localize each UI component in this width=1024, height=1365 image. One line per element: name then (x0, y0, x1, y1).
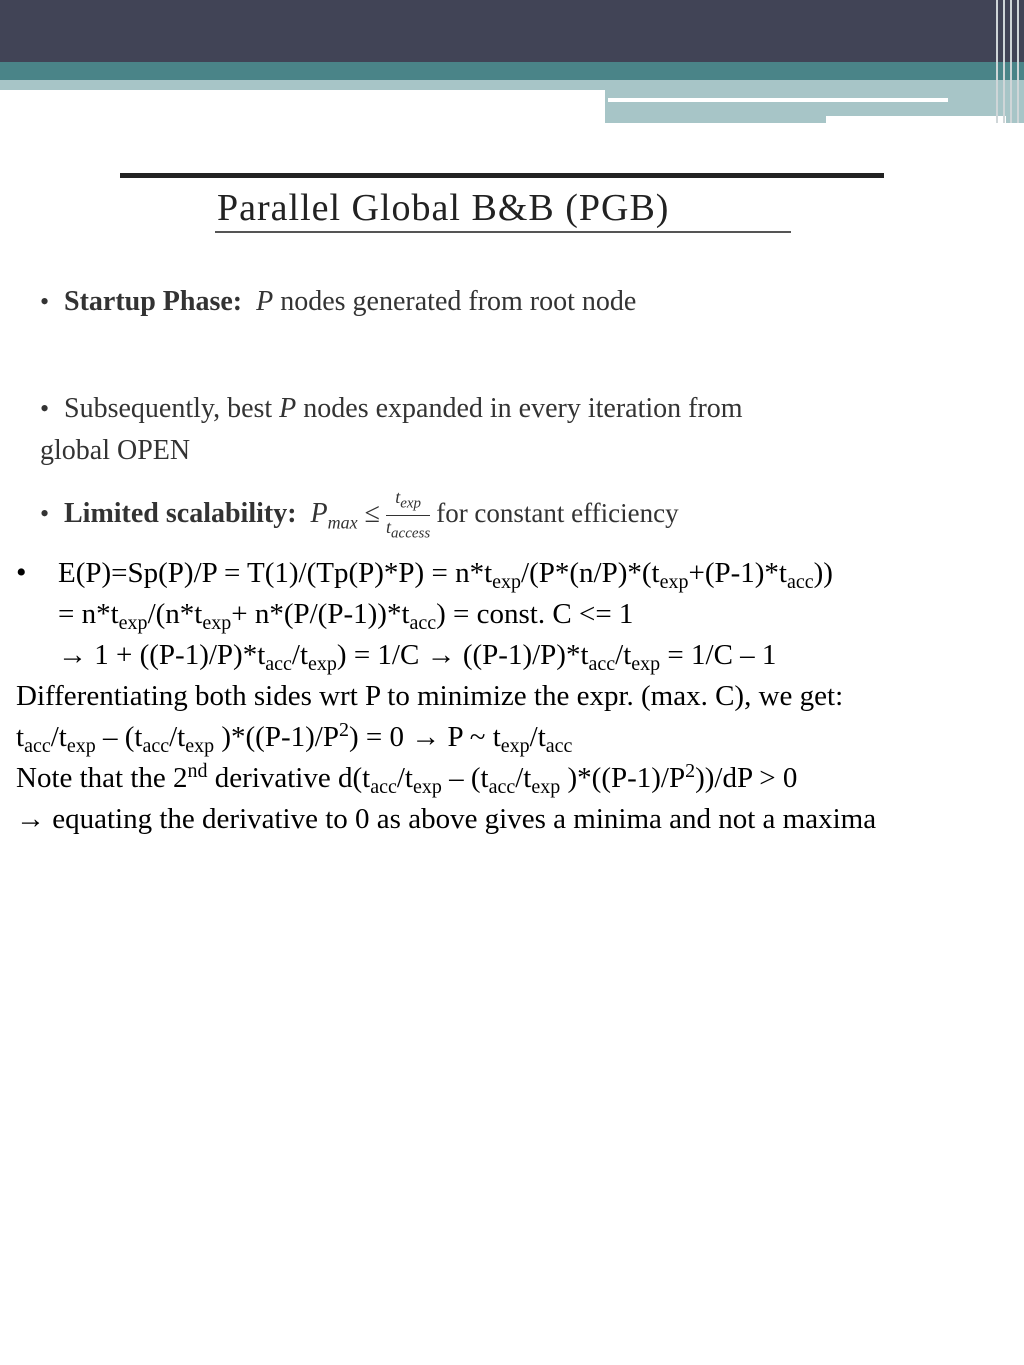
bullet-limited-scalability (40, 486, 900, 550)
eq-line-2: = $n*t_{exp}/(n*t_{exp}+ n*(P/(P-1))*t_{acc})$ = const. C <= 1 (58, 598, 634, 634)
header-vertical-line (1003, 0, 1005, 123)
bullet-dot-icon: • (40, 394, 50, 423)
header-dark-band (0, 0, 1024, 62)
math-var: P (279, 393, 297, 424)
bullet-text: for constant efficiency (436, 498, 679, 528)
eq-line-6: Note that the 2nd derivative $d(t_{acc}/t_{exp} - (t_{acc}/t_{exp}$ )$*((P-1)/P^2))/dP > 0$ (16, 760, 798, 798)
derivation-block (16, 552, 1024, 840)
bullet-label: Limited scalability: (64, 498, 297, 529)
arrow-right-icon: → (411, 721, 441, 753)
bullet-text: nodes expanded in every iteration from global OPEN (40, 393, 743, 466)
header-vertical-line (1017, 0, 1019, 123)
bullet-startup-phase (40, 280, 800, 324)
header-vertical-line (996, 0, 998, 123)
arrow-right-icon: → (16, 803, 45, 835)
eq-line-3: → $1 + ((P-1)/P)*t_{acc}/t_{exp}) = 1/C \to ((P-1)/P)*t_{acc}/t_{exp} = 1/C - 1$ (58, 639, 777, 675)
bullet-label: Startup Phase: (64, 286, 243, 317)
arrow-right-icon: → (426, 639, 456, 671)
math-var: P (310, 498, 328, 529)
header-light-band (0, 80, 605, 90)
math-sub: max (327, 512, 358, 533)
title-top-rule (120, 173, 884, 178)
arrow-right-icon: → (58, 639, 87, 671)
fraction-numerator: $t_{exp}$ (386, 486, 430, 516)
math-fraction (386, 486, 430, 544)
bullet-text: nodes generated from root node (280, 286, 637, 317)
bullet-dot-icon: • (40, 499, 50, 528)
slide-title: Parallel Global B&B (PGB) (217, 187, 670, 229)
eq-line-5: $t_{acc}/t_{exp} - (t_{acc}/t_{exp}$ )$*((P-1)/P^2) = 0 \to P$ ~ $t_{exp}/t_{acc}$ (16, 719, 573, 757)
header-teal-band (0, 62, 1024, 80)
header-white-gap (826, 116, 1006, 123)
math-var: P (256, 286, 274, 317)
bullet-subsequently (40, 388, 800, 472)
eq-line-7: → equating the derivative to 0 as above gives a minima and not a maxima (16, 803, 877, 835)
fraction-denominator: $t_{access}$ (386, 517, 431, 542)
bullet-text: Subsequently, best (64, 393, 273, 424)
math-relation: ≤ (364, 498, 381, 529)
bullet-dot-icon: • (40, 287, 50, 316)
eq-line-1: • $E(P)=Sp(P)/P = T(1)/(Tp(P)*P) = n*t_{exp}/(P*(n/P)*(t_{exp}+(P-1)*t_{acc}))$ (16, 556, 833, 593)
title-underline (215, 231, 791, 233)
header-vertical-line (1010, 0, 1012, 123)
eq-line-4: Differentiating both sides wrt P to minimize the expr. (max. C), we get: (16, 680, 844, 712)
header-white-stripe (608, 98, 948, 102)
